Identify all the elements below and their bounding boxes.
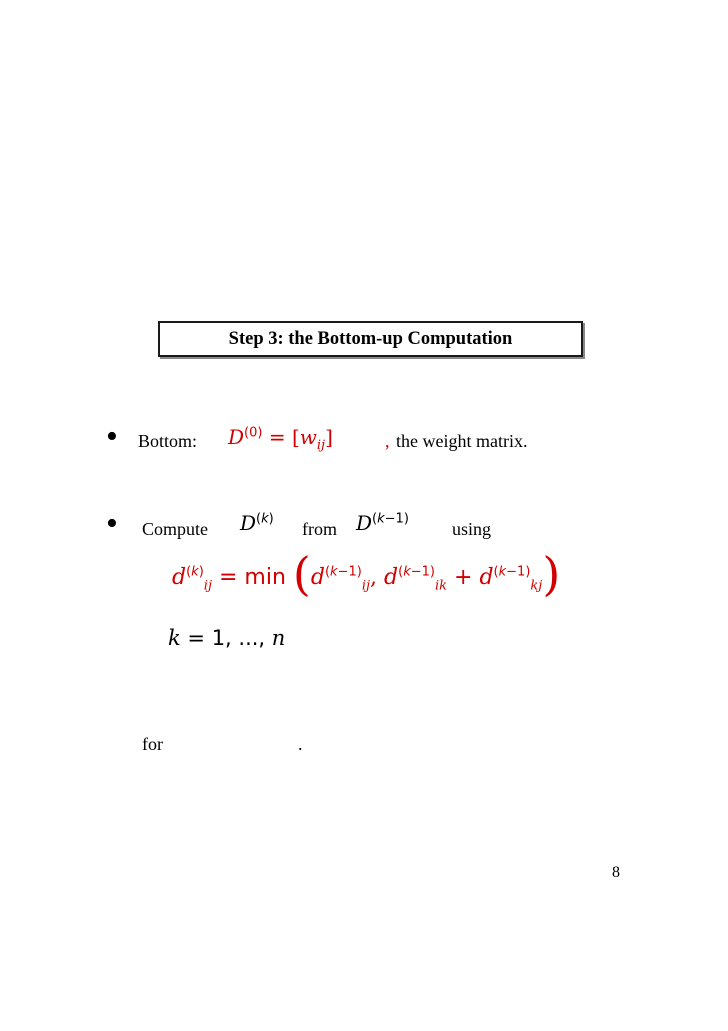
slide-title: Step 3: the Bottom-up Computation	[228, 329, 513, 349]
compute-dk: $D^{(k)}$	[240, 511, 274, 535]
k-range: k = 1, ..., n	[168, 626, 286, 650]
bottom-comma: ,	[385, 431, 390, 451]
bottom-formula: $D^{(0)} = [w_{ij}]$	[228, 425, 333, 453]
compute-dk1: $D^{(k-1)}$	[356, 511, 409, 535]
compute-from: from	[302, 519, 337, 539]
recurrence-formula: $d^{(k)}_{ij} = \min (d^{(k-1)}_{ij}$, $d^{(k-1)}_{ik} + d^{(k-1)}_{kj}$)	[172, 547, 561, 601]
bottom-label: Bottom:	[138, 431, 198, 451]
bullet-2-marker: •	[106, 505, 118, 542]
bullet-1-marker: •	[106, 418, 118, 455]
period: .	[298, 734, 303, 754]
bottom-tail: the weight matrix.	[396, 431, 528, 451]
compute-using: using	[452, 519, 492, 539]
page-number: 8	[612, 864, 620, 881]
compute-label: Compute	[142, 519, 208, 539]
for-label: for	[142, 734, 163, 754]
